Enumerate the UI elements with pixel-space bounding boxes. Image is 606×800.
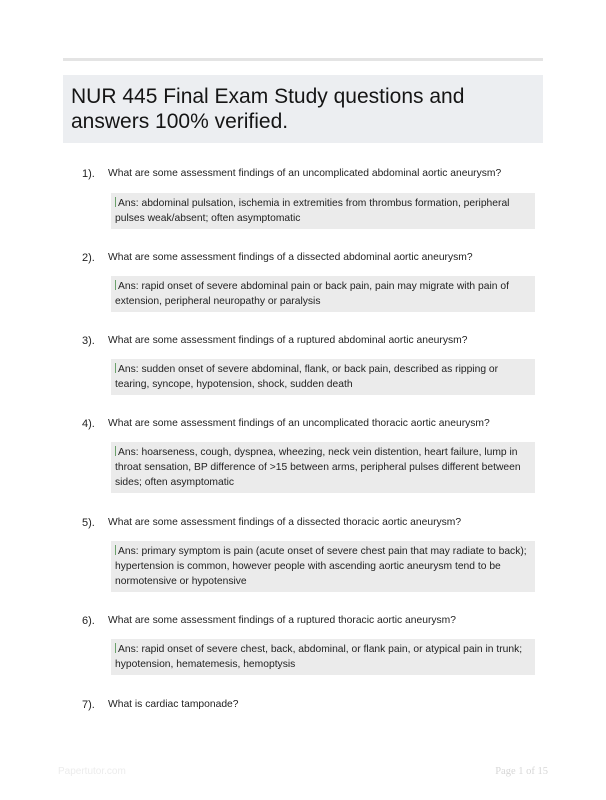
question-text: What are some assessment findings of an uncomplicated thoracic aortic aneurysm? bbox=[108, 418, 490, 429]
answer-box bbox=[111, 193, 535, 229]
footer-site: Papertutor.com bbox=[58, 766, 126, 777]
question-number: 3). bbox=[82, 335, 95, 347]
question-number: 1). bbox=[82, 168, 95, 180]
question-text: What are some assessment findings of a dissected abdominal aortic aneurysm? bbox=[108, 252, 473, 263]
answer-text: Ans: primary symptom is pain (acute onset of severe chest pain that may radiate to back); hypertension is common, however people with ascending aortic aneurysm tend to be normotensive or hypotensive bbox=[115, 546, 527, 587]
answer-box bbox=[111, 276, 535, 312]
answer-marker bbox=[115, 643, 116, 653]
question-text: What are some assessment findings of a ruptured thoracic aortic aneurysm? bbox=[108, 615, 456, 626]
answer-marker bbox=[115, 280, 116, 290]
question-number: 2). bbox=[82, 252, 95, 264]
question-number: 5). bbox=[82, 517, 95, 529]
page-indicator: Page 1 of 15 bbox=[495, 766, 548, 777]
answer-marker bbox=[115, 446, 116, 456]
answer-box bbox=[111, 442, 535, 493]
answer-box bbox=[111, 359, 535, 395]
question-number: 6). bbox=[82, 615, 95, 627]
document-title: NUR 445 Final Exam Study questions and answers 100% verified. bbox=[71, 85, 465, 133]
answer-text: Ans: rapid onset of severe abdominal pain or back pain, pain may migrate with pain of extension, peripheral neuropathy or paralysis bbox=[115, 281, 509, 307]
question-number: 7). bbox=[82, 699, 95, 711]
question-text: What are some assessment findings of an uncomplicated abdominal aortic aneurysm? bbox=[108, 168, 502, 179]
answer-marker bbox=[115, 197, 116, 207]
answer-marker bbox=[115, 545, 116, 555]
answer-text: Ans: rapid onset of severe chest, back, abdominal, or flank pain, or atypical pain in trunk; hypotension, hematemesis, hemoptysis bbox=[115, 644, 523, 670]
question-text: What is cardiac tamponade? bbox=[108, 699, 239, 710]
answer-text: Ans: hoarseness, cough, dyspnea, wheezing, neck vein distention, heart failure, lump in throat sensation, BP difference of >15 between arms, peripheral pulses different between sides; often asymptomatic bbox=[115, 447, 521, 488]
question-text: What are some assessment findings of a ruptured abdominal aortic aneurysm? bbox=[108, 335, 468, 346]
answer-marker bbox=[115, 363, 116, 373]
answer-box bbox=[111, 541, 535, 592]
answer-box bbox=[111, 639, 535, 675]
answer-text: Ans: abdominal pulsation, ischemia in extremities from thrombus formation, peripheral pulses weak/absent; often asymptomatic bbox=[115, 198, 510, 224]
question-text: What are some assessment findings of a dissected thoracic aortic aneurysm? bbox=[108, 517, 462, 528]
question-number: 4). bbox=[82, 418, 95, 430]
answer-text: Ans: sudden onset of severe abdominal, flank, or back pain, described as ripping or tearing, syncope, hypotension, shock, sudden death bbox=[115, 364, 499, 390]
